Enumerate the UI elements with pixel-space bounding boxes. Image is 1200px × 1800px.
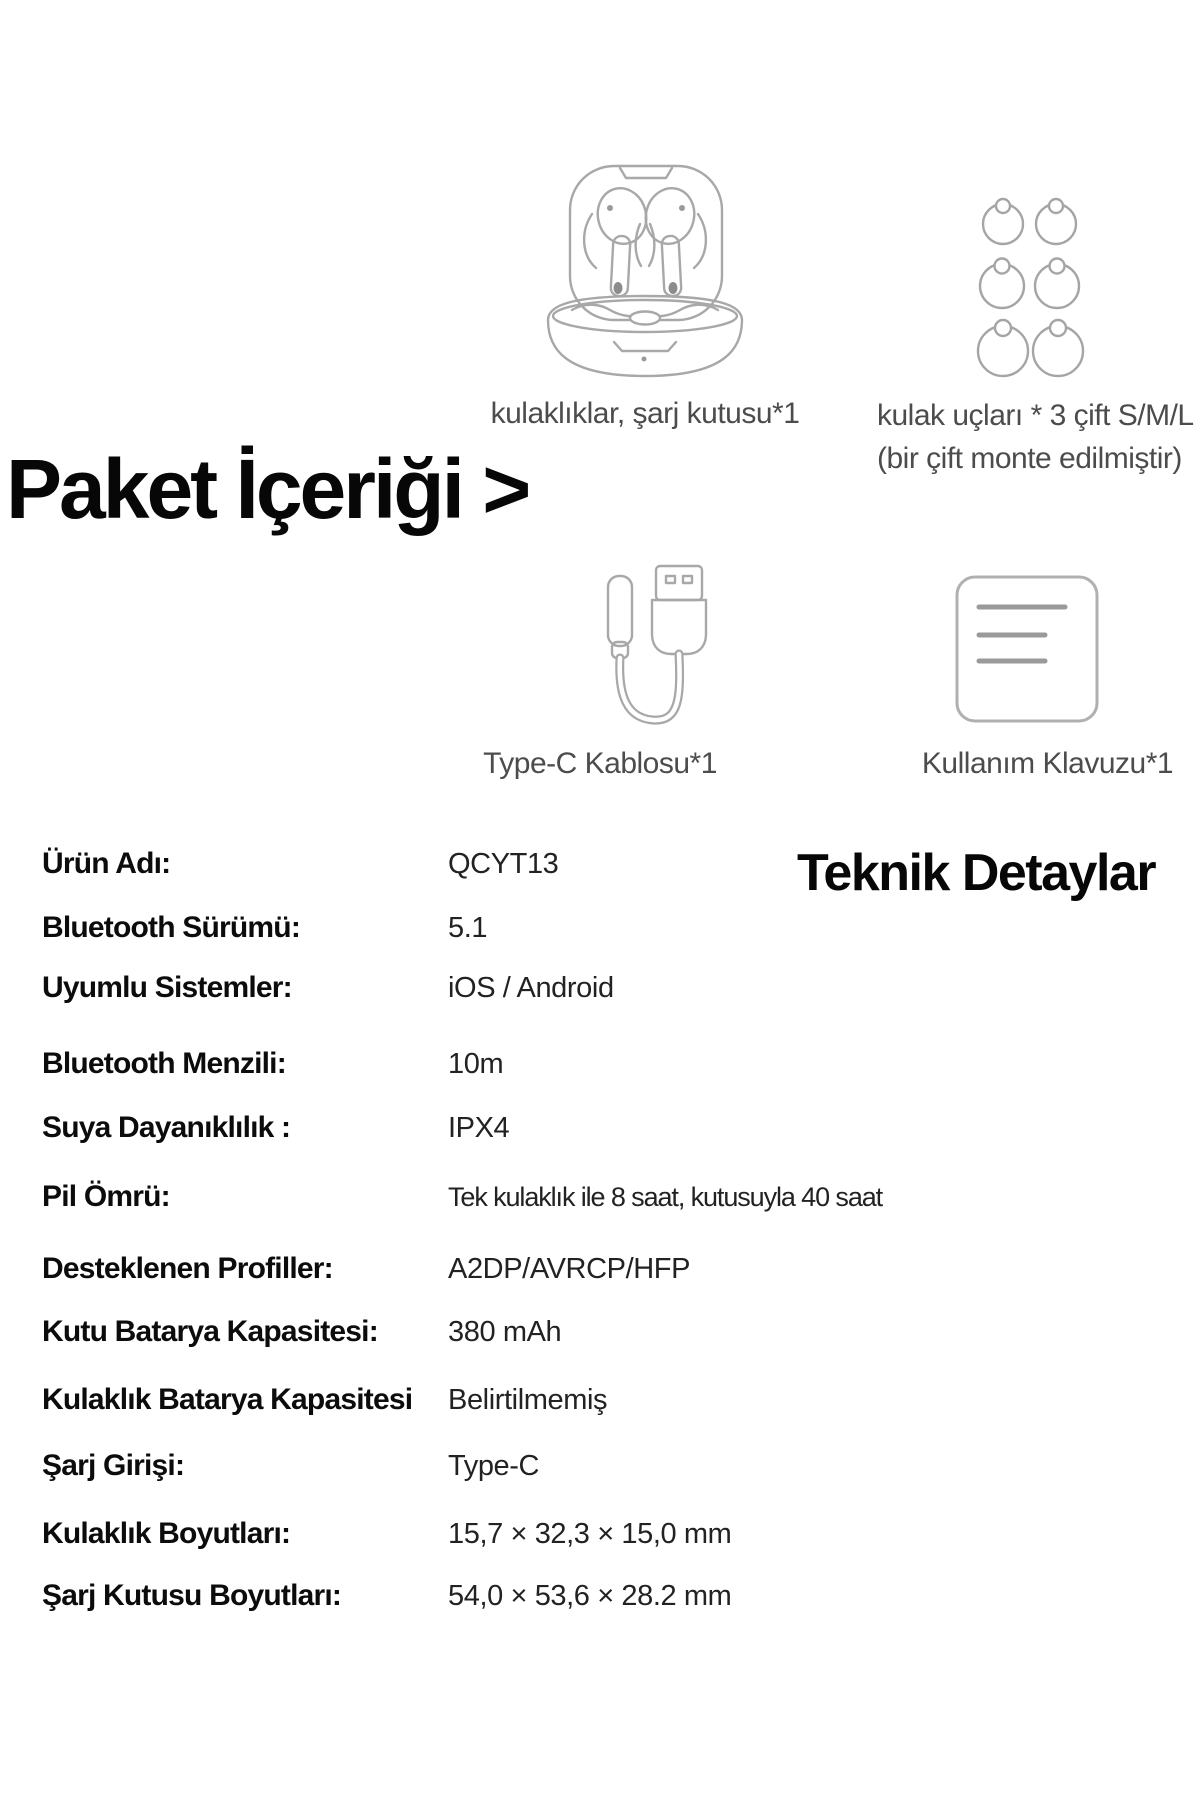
spec-value: IPX4	[448, 1112, 510, 1144]
package-contents-heading: Paket İçeriği >	[6, 442, 529, 536]
spec-label: Kulaklık Boyutları:	[42, 1517, 291, 1550]
ear-tips-caption-line1: kulak uçları * 3 çift S/M/L	[877, 399, 1194, 432]
ear-tips-caption	[877, 394, 1194, 480]
type-c-cable-icon	[595, 550, 720, 735]
spec-value: 380 mAh	[448, 1316, 562, 1348]
type-c-cable-caption: Type-C Kablosu*1	[483, 747, 717, 780]
user-manual-caption: Kullanım Klavuzu*1	[921, 747, 1174, 780]
spec-row-product-name	[42, 847, 558, 886]
spec-label: Ürün Adı:	[42, 847, 171, 880]
user-manual-icon	[953, 573, 1101, 725]
spec-row-charging-port	[42, 1449, 539, 1488]
spec-row-case-dimensions	[42, 1579, 731, 1618]
spec-row-water-resistance	[42, 1111, 509, 1150]
spec-label: Desteklenen Profiller:	[42, 1252, 333, 1285]
spec-label: Pil Ömrü:	[42, 1180, 170, 1213]
earbuds-case-icon	[540, 152, 750, 397]
spec-row-earbud-dimensions	[42, 1517, 731, 1556]
spec-label: Bluetooth Menzili:	[42, 1047, 286, 1080]
spec-row-earbud-battery-capacity	[42, 1383, 607, 1422]
spec-value: 54,0 × 53,6 × 28.2 mm	[448, 1580, 732, 1612]
spec-row-case-battery-capacity	[42, 1315, 561, 1354]
spec-value: iOS / Android	[448, 972, 614, 1004]
spec-value: 10m	[448, 1048, 504, 1080]
spec-label: Kutu Batarya Kapasitesi:	[42, 1315, 378, 1348]
spec-label: Şarj Kutusu Boyutları:	[42, 1579, 342, 1612]
spec-value: QCYT13	[448, 848, 559, 880]
spec-value: 15,7 × 32,3 × 15,0 mm	[448, 1518, 732, 1550]
spec-value: Belirtilmemiş	[448, 1384, 608, 1416]
spec-value: A2DP/AVRCP/HFP	[448, 1253, 691, 1285]
spec-row-bluetooth-range	[42, 1047, 503, 1086]
spec-value: 5.1	[448, 912, 488, 944]
spec-label: Bluetooth Sürümü:	[42, 911, 301, 944]
ear-tips-caption-line2: (bir çift monte edilmiştir)	[877, 442, 1182, 475]
spec-row-bluetooth-version	[42, 911, 487, 950]
technical-details-heading: Teknik Detaylar	[797, 844, 1156, 902]
ear-tips-icon	[960, 190, 1090, 380]
spec-value: Type-C	[448, 1450, 540, 1482]
spec-row-supported-profiles	[42, 1252, 690, 1291]
spec-label: Suya Dayanıklılık :	[42, 1111, 291, 1144]
spec-label: Kulaklık Batarya Kapasitesi	[42, 1383, 413, 1416]
earbuds-case-caption: kulaklıklar, şarj kutusu*1	[490, 397, 800, 430]
spec-label: Uyumlu Sistemler:	[42, 971, 292, 1004]
spec-row-battery-life	[42, 1180, 882, 1219]
spec-label: Şarj Girişi:	[42, 1449, 185, 1482]
spec-value: Tek kulaklık ile 8 saat, kutusuyla 40 saat	[448, 1182, 883, 1212]
spec-row-compatible-systems	[42, 971, 614, 1010]
